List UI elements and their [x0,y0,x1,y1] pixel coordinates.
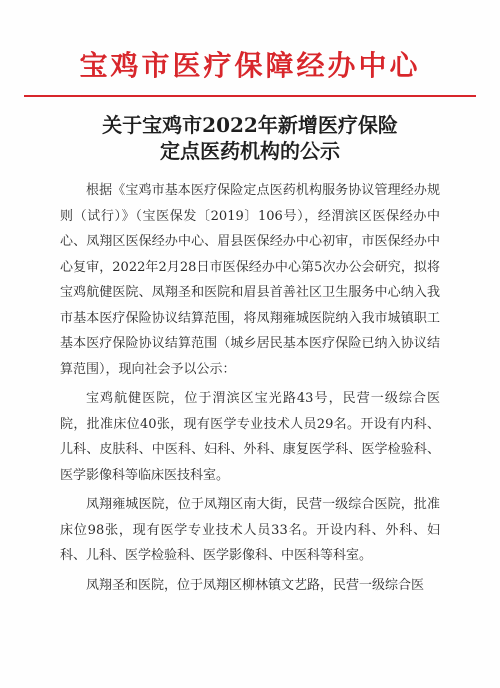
document-body [60,178,440,602]
paragraph-intro: 根据《宝鸡市基本医疗保险定点医药机构服务协议管理经办规则（试行）》（宝医保发〔2019〕106号），经渭滨区医保经办中心、凤翔区医保经办中心、眉县医保经办中心初审，市医保经办中心复审，2022年2月28日市医保经办中心第5次办公会研究，拟将宝鸡航健医院、凤翔圣和医院和眉县首善社区卫生服务中心纳入我市基本医疗保险协议结算范围，将凤翔雍城医院纳入我市城镇职工基本医疗保险协议结算范围（城乡居民基本医疗保险已纳入协议结算范围），现向社会予以公示： [60,183,440,377]
title-line-1: 关于宝鸡市2022年新增医疗保险 [102,113,398,137]
document-title [0,112,500,164]
title-line-2: 定点医药机构的公示 [160,139,340,163]
org-letterhead: 宝鸡市医疗保障经办中心 [79,49,421,82]
paragraph-hangjian-hospital: 宝鸡航健医院，位于渭滨区宝光路43号，民营一级综合医院，批准床位40张，现有医学专业技术人员29名。开设有内科、儿科、皮肤科、中医科、妇科、外科、康复医学科、医学检验科、医学影像科等临床医技科室。 [60,391,440,483]
letterhead-divider [24,95,476,97]
paragraph-yongcheng-hospital: 凤翔雍城医院，位于凤翔区南大街，民营一级综合医院，批准床位98张，现有医学专业技术人员33名。开设内科、外科、妇科、儿科、医学检验科、医学影像科、中医科等科室。 [60,497,440,563]
paragraph-shenghe-hospital: 凤翔圣和医院，位于凤翔区柳林镇文艺路，民营一级综合医 [86,577,425,593]
